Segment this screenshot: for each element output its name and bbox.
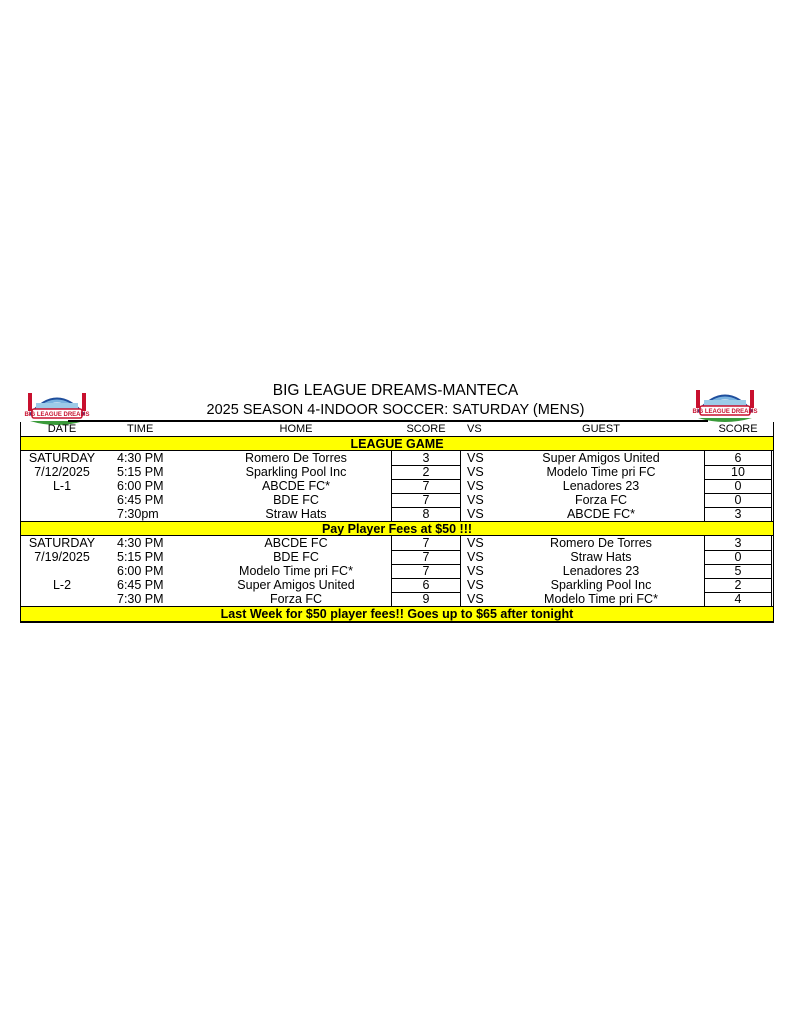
- vs-label: VS: [467, 451, 484, 465]
- guest-team: Straw Hats: [570, 550, 632, 564]
- home-team: Sparkling Pool Inc: [245, 465, 347, 479]
- schedule-table: [20, 422, 774, 623]
- home-team: Forza FC: [269, 592, 323, 606]
- vs-label: VS: [467, 479, 484, 493]
- col-vs: VS: [467, 423, 482, 435]
- column-header-row: [21, 422, 773, 436]
- game-time: 5:15 PM: [117, 550, 164, 564]
- home-team: Romero De Torres: [245, 451, 347, 465]
- game-time: 6:45 PM: [117, 493, 164, 507]
- game-row: [21, 550, 773, 564]
- vs-label: VS: [467, 465, 484, 479]
- guest-score: 10: [704, 465, 772, 480]
- svg-text:BIG LEAGUE DREAMS: BIG LEAGUE DREAMS: [24, 412, 90, 418]
- vs-label: VS: [467, 578, 484, 592]
- svg-text:BIG LEAGUE DREAMS: BIG LEAGUE DREAMS: [692, 409, 758, 415]
- game-row: [21, 479, 773, 493]
- home-team: ABCDE FC: [264, 536, 328, 550]
- guest-score: 5: [704, 564, 772, 579]
- game-row: [21, 536, 773, 550]
- home-score: 7: [391, 550, 461, 565]
- game-date: SATURDAY: [28, 536, 96, 550]
- home-team: Modelo Time pri FC*: [239, 564, 353, 578]
- home-score: 3: [391, 451, 461, 466]
- vs-label: VS: [467, 536, 484, 550]
- home-team: Super Amigos United: [237, 578, 355, 592]
- game-time: 5:15 PM: [117, 465, 164, 479]
- last-week-band: Last Week for $50 player fees!! Goes up to $65 after tonight: [21, 606, 773, 621]
- game-time: 6:00 PM: [117, 479, 164, 493]
- guest-score: 0: [704, 479, 772, 494]
- game-time: 6:45 PM: [117, 578, 164, 592]
- game-row: [21, 465, 773, 479]
- guest-team: Forza FC: [574, 493, 628, 507]
- game-row: [21, 592, 773, 606]
- game-date: 7/12/2025: [34, 465, 90, 479]
- vs-label: VS: [467, 592, 484, 606]
- home-score: 7: [391, 564, 461, 579]
- guest-team: Modelo Time pri FC: [546, 465, 656, 479]
- guest-score: 0: [704, 493, 772, 508]
- game-row: [21, 493, 773, 507]
- game-time: 7:30 PM: [117, 592, 164, 606]
- col-home: HOME: [279, 423, 313, 435]
- vs-label: VS: [467, 550, 484, 564]
- guest-score: 4: [704, 592, 772, 607]
- home-team: ABCDE FC*: [261, 479, 331, 493]
- guest-team: Lenadores 23: [562, 479, 640, 493]
- home-score: 7: [391, 479, 461, 494]
- home-score: 6: [391, 578, 461, 593]
- game-date: L-1: [52, 479, 72, 493]
- guest-team: Modelo Time pri FC*: [544, 592, 658, 606]
- game-row: [21, 578, 773, 592]
- home-score: 2: [391, 465, 461, 480]
- col-guest-score: SCORE: [718, 423, 758, 435]
- home-team: BDE FC: [273, 493, 319, 507]
- guest-score: 0: [704, 550, 772, 565]
- col-date: DATE: [47, 423, 77, 435]
- home-score: 7: [391, 493, 461, 508]
- home-team: Straw Hats: [265, 507, 327, 521]
- guest-score: 2: [704, 578, 772, 593]
- col-home-score: SCORE: [406, 423, 446, 435]
- guest-score: 6: [704, 451, 772, 466]
- guest-team: Romero De Torres: [550, 536, 652, 550]
- game-row: [21, 507, 773, 521]
- page-subtitle: 2025 SEASON 4-INDOOR SOCCER: SATURDAY (MENS): [206, 402, 585, 418]
- game-date: L-2: [52, 578, 72, 592]
- pay-fees-band: Pay Player Fees at $50 !!!: [21, 521, 773, 536]
- vs-label: VS: [467, 507, 484, 521]
- guest-team: Lenadores 23: [562, 564, 640, 578]
- home-score: 9: [391, 592, 461, 607]
- home-score: 7: [391, 536, 461, 551]
- vs-label: VS: [467, 493, 484, 507]
- guest-team: ABCDE FC*: [566, 507, 636, 521]
- guest-score: 3: [704, 536, 772, 551]
- col-guest: GUEST: [582, 423, 620, 435]
- home-score: 8: [391, 507, 461, 522]
- guest-team: Sparkling Pool Inc: [550, 578, 652, 592]
- guest-team: Super Amigos United: [542, 451, 660, 465]
- page-title: BIG LEAGUE DREAMS-MANTECA: [272, 382, 519, 399]
- vs-label: VS: [467, 564, 484, 578]
- home-team: BDE FC: [273, 550, 319, 564]
- league-game-band: LEAGUE GAME: [21, 436, 773, 451]
- game-time: 6:00 PM: [117, 564, 164, 578]
- game-time: 4:30 PM: [117, 536, 164, 550]
- game-date: 7/19/2025: [34, 550, 90, 564]
- game-row: [21, 564, 773, 578]
- game-time: 7:30pm: [117, 507, 159, 521]
- game-row: [21, 451, 773, 465]
- guest-score: 3: [704, 507, 772, 522]
- game-time: 4:30 PM: [117, 451, 164, 465]
- game-date: SATURDAY: [28, 451, 96, 465]
- col-time: TIME: [127, 423, 154, 435]
